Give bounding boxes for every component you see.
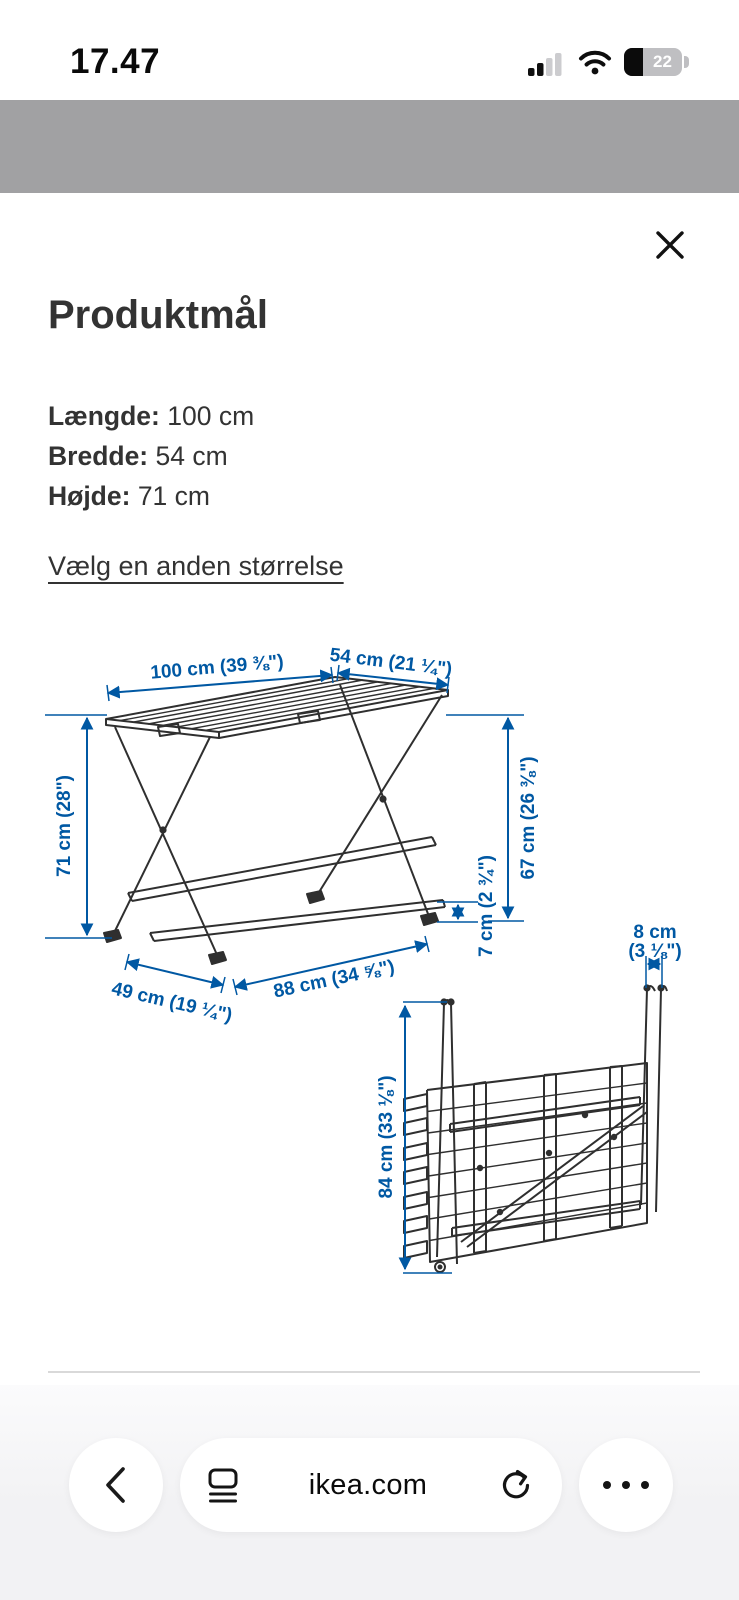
close-button[interactable] xyxy=(644,219,696,271)
status-bar xyxy=(0,0,739,100)
cellular-signal-icon xyxy=(528,49,566,76)
spec-label: Længde: xyxy=(48,401,160,431)
chevron-left-icon xyxy=(99,1461,133,1509)
spec-row-length xyxy=(48,396,254,436)
unfolded-table-drawing xyxy=(104,677,448,964)
choose-other-size-link[interactable]: Vælg en anden størrelse xyxy=(48,551,344,581)
more-button[interactable] xyxy=(579,1438,673,1532)
spec-label: Højde: xyxy=(48,481,131,511)
status-time: 17.47 xyxy=(70,42,161,81)
folded-depth-dimension-label-line1: 8 cm xyxy=(633,922,677,943)
spec-value: 54 cm xyxy=(155,441,228,471)
url-text: ikea.com xyxy=(308,1468,428,1501)
clearance-dimension-label: 67 cm (26 ⅜") xyxy=(518,756,539,880)
battery-percent: 22 xyxy=(653,52,672,71)
back-button[interactable] xyxy=(69,1438,163,1532)
stretcher-dimension-label: 7 cm (2 ¾") xyxy=(476,855,497,957)
depth-dimension-label: 54 cm (21 ¼") xyxy=(328,644,454,681)
reader-mode-icon[interactable] xyxy=(208,1467,238,1503)
spec-row-width xyxy=(48,436,254,476)
battery-icon xyxy=(624,48,689,76)
more-icon xyxy=(600,1480,652,1490)
battery-nub xyxy=(684,56,689,68)
battery-charge-level xyxy=(624,48,643,76)
status-icons xyxy=(528,48,689,76)
content-divider xyxy=(48,1371,700,1373)
close-icon xyxy=(655,230,685,260)
folded-height-dimension-label: 84 cm (33 ⅛") xyxy=(376,1075,397,1199)
modal-title: Produktmål xyxy=(48,293,269,337)
height-dimension-label: 71 cm (28") xyxy=(54,775,75,877)
folded-table-drawing xyxy=(404,985,667,1272)
spec-value: 71 cm xyxy=(137,481,210,511)
product-dimensions-modal xyxy=(0,193,739,1385)
spec-value: 100 cm xyxy=(167,401,255,431)
feet-length-dimension-label: 88 cm (34 ⅝") xyxy=(271,956,397,1003)
url-bar[interactable] xyxy=(180,1438,562,1532)
wifi-icon xyxy=(578,49,612,75)
spec-row-height xyxy=(48,476,254,516)
dimension-specs xyxy=(48,396,254,516)
browser-bottom-bar xyxy=(0,1385,739,1600)
dimension-diagram xyxy=(0,615,739,1320)
feet-depth-dimension-label: 49 cm (19 ¼") xyxy=(109,978,235,1027)
spec-label: Bredde: xyxy=(48,441,149,471)
length-dimension-label: 100 cm (39 ⅜") xyxy=(149,651,285,684)
folded-depth-dimension-label-line2: (3 ⅛") xyxy=(628,941,682,962)
reload-icon[interactable] xyxy=(498,1466,534,1504)
page-backdrop xyxy=(0,100,739,193)
